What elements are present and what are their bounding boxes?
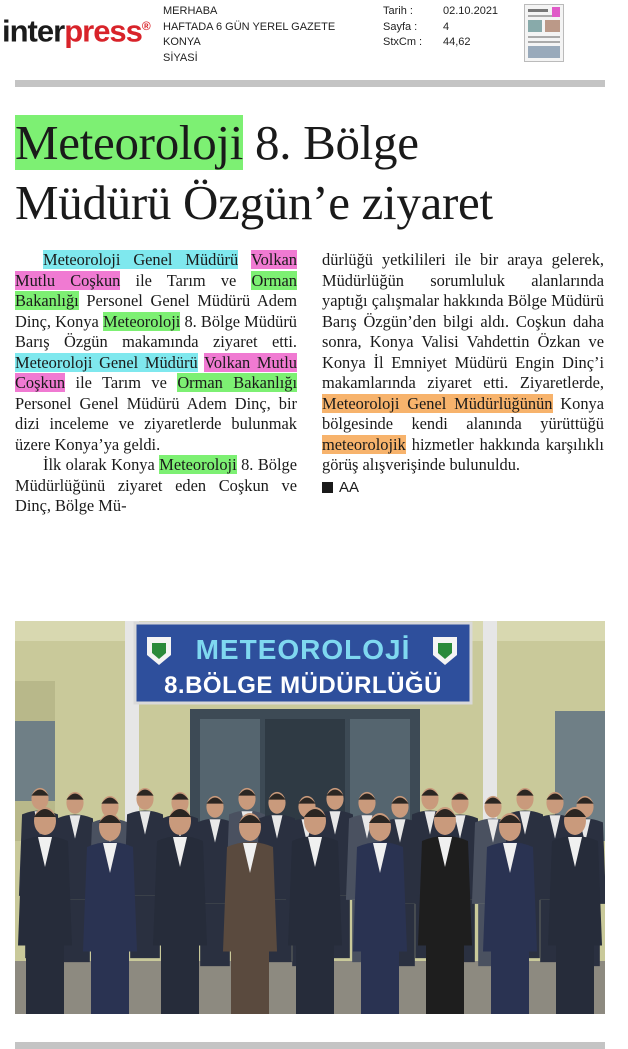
sign-line-1: METEOROLOJİ — [195, 634, 411, 665]
article-paragraph-1: Meteoroloji Genel Müdürü Volkan Mutlu Coşkun ile Tarım ve Orman Bakanlığı Personel Genel Müdürü Adem Dinç, Konya Meteoroloji 8. Bölge Müdürü Barış Özgün makamında ziyaret etti. Meteoroloji Genel Müdürü Volkan Mutlu Coşkun ile Tarım ve Orman Bakanlığı Personel Genel Müdürü Adem Dinç, bir dizi inceleme ve ziyaretlerde bulunmak üzere Konya’ya geldi. — [15, 250, 297, 454]
page-label: Sayfa : — [383, 20, 418, 33]
publication-frequency: HAFTADA 6 GÜN YEREL GAZETE — [163, 20, 336, 33]
clipping-meta — [383, 4, 498, 51]
article-column-2 — [322, 250, 604, 498]
date-value: 02.10.2021 — [443, 5, 499, 17]
article-paragraph-2-start: İlk olarak Konya Meteoroloji 8. Bölge Müdürlüğünü ziyaret eden Coşkun ve Dinç, Bölge Mü- — [15, 455, 298, 515]
publication-section: SİYASİ — [163, 51, 198, 64]
page-thumbnail[interactable] — [524, 4, 564, 62]
interpress-logo: interpress® — [2, 13, 150, 49]
publication-city: KONYA — [163, 36, 201, 48]
headline-highlight: Meteoroloji — [15, 115, 244, 170]
bottom-divider — [15, 1042, 605, 1049]
stxcm-label: StxCm : — [383, 36, 423, 48]
article-photo — [15, 621, 605, 1014]
article-paragraph-2-cont: dürlüğü yetkilileri ile bir araya gelerek, Müdürlüğün sorumluluk alanlarında yaptığı çalışmalar hakkında Bölge Müdürü Barış Özgün’den bilgi aldı. Coşkun daha sonra, Konya Valisi Vahdettin Özkan ve Konya İl Emniyet Müdürü Engin Dinç’i makamlarında ziyaret etti. Ziyaretlerde, Meteoroloji Genel Müdürlüğünün Konya bölgesinde kendi alanında yürüttüğü meteorolojik hizmetler hakkında karşılıklı görüş alışverişinde bulunuldu. — [322, 250, 605, 474]
date-label: Tarih : — [383, 5, 413, 17]
publication-info — [163, 4, 335, 66]
headline — [15, 113, 615, 233]
headline-line1-rest: 8. Bölge — [243, 115, 419, 170]
publication-name: MERHABA — [163, 5, 218, 17]
headline-line2: Müdürü Özgün’e ziyaret — [15, 175, 493, 230]
top-divider — [15, 80, 605, 87]
news-source: AA — [322, 478, 604, 499]
source-square-icon — [322, 482, 333, 493]
sign-line-2: 8.BÖLGE MÜDÜRLÜĞÜ — [164, 672, 442, 699]
page-value: 4 — [443, 20, 450, 33]
article-column-1 — [15, 250, 297, 517]
stxcm-value: 44,62 — [443, 36, 471, 48]
